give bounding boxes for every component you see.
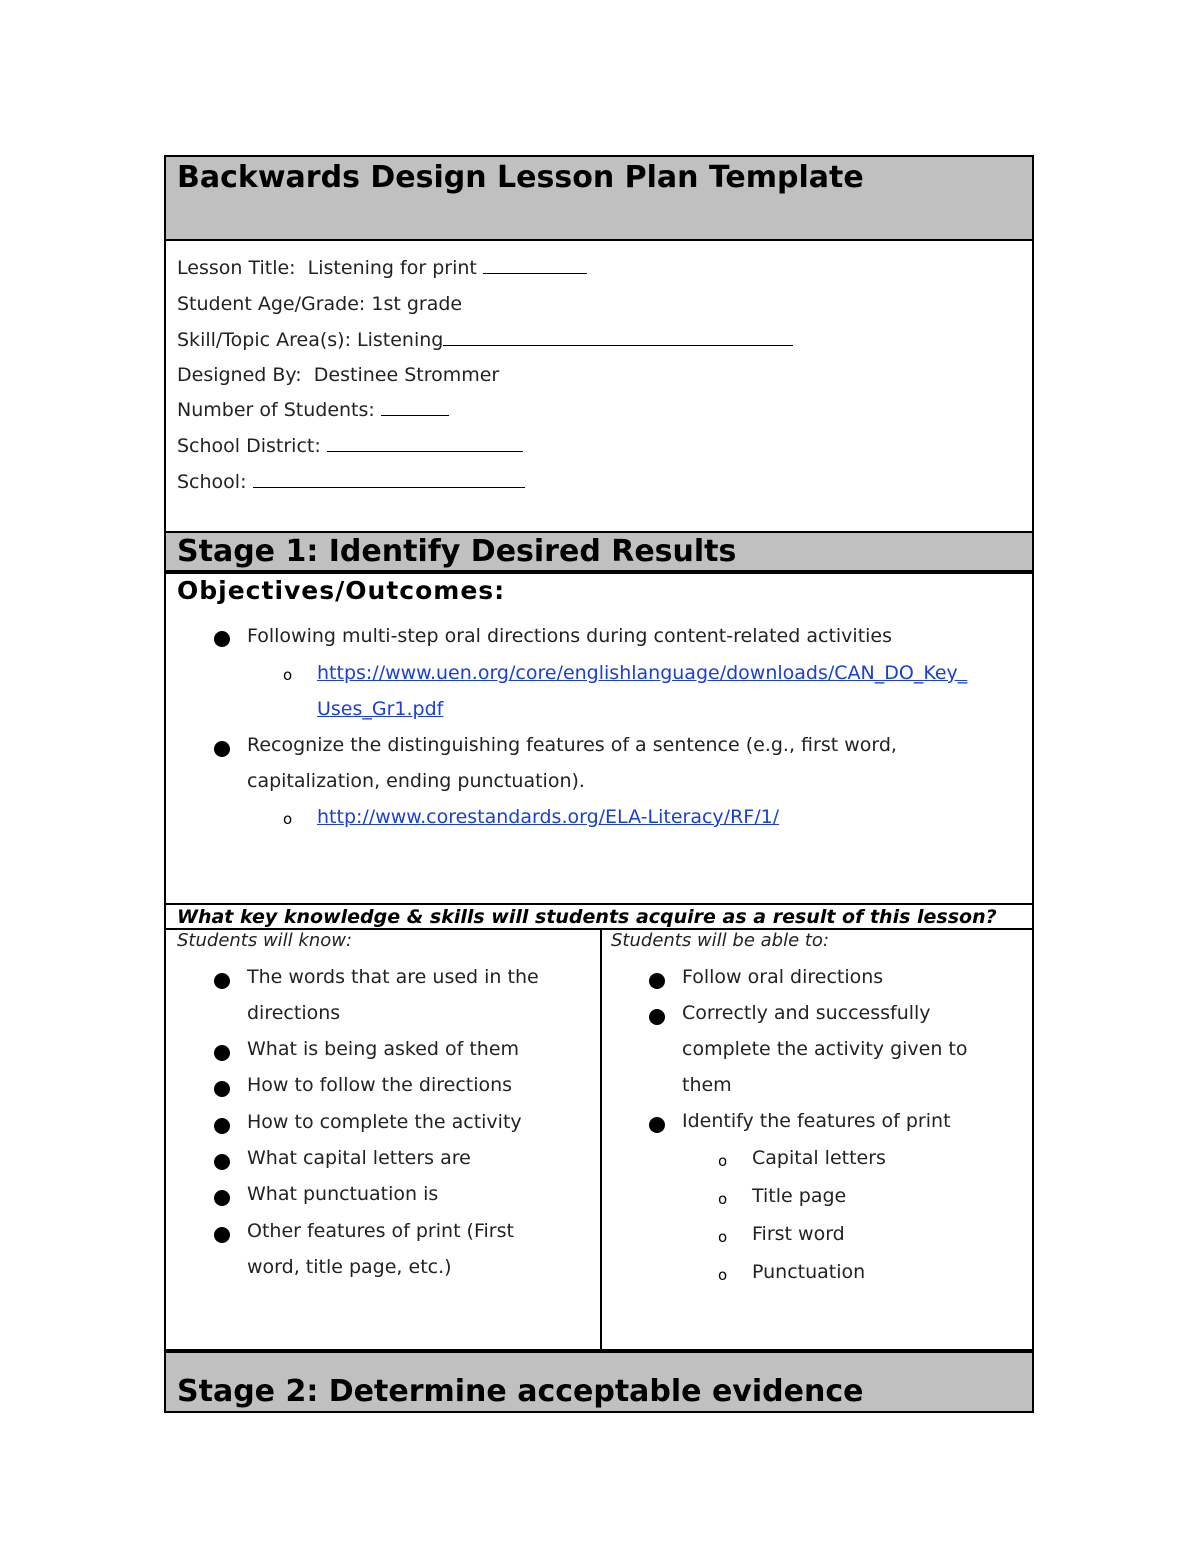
bullet-icon	[214, 1118, 230, 1134]
info-row	[164, 237, 1034, 533]
column-divider	[600, 928, 602, 1349]
skill-field	[177, 329, 793, 351]
bullet-icon	[649, 1009, 665, 1025]
objective-1-link-part2[interactable]: Uses_Gr1.pdf	[317, 698, 444, 720]
know-item-continued: directions	[247, 1002, 341, 1024]
stage1-title: Stage 1: Identify Desired Results	[177, 534, 737, 569]
able-sub-item: Capital letters	[752, 1147, 886, 1169]
objective-2-link[interactable]: http://www.corestandards.org/ELA-Literacy/RF/1/	[317, 806, 780, 828]
able-sub-item: Title page	[752, 1185, 847, 1207]
objective-2-line2: capitalization, ending punctuation).	[247, 770, 585, 792]
num-students-label: Number of Students:	[177, 399, 375, 421]
title-row	[164, 155, 1034, 241]
bullet-icon	[214, 1154, 230, 1170]
stage2-title: Stage 2: Determine acceptable evidence	[177, 1374, 864, 1409]
district-label: School District:	[177, 435, 321, 457]
skill-label: Skill/Topic Area(s):	[177, 329, 351, 351]
lesson-plan-table	[164, 155, 1034, 1411]
lesson-title-label: Lesson Title:	[177, 257, 296, 279]
num-students-blank	[381, 399, 449, 416]
knowledge-question: What key knowledge & skills will students acquire as a result of this lesson?	[177, 906, 997, 928]
designed-field	[177, 364, 499, 386]
able-item: Correctly and successfully	[682, 1002, 931, 1024]
district-field	[177, 435, 523, 457]
question-row	[164, 903, 1034, 930]
lesson-title-value: Listening for print	[307, 257, 477, 279]
knowledge-row	[164, 928, 1034, 1351]
stage2-row	[164, 1351, 1034, 1413]
bullet-icon	[214, 1190, 230, 1206]
able-item-continued: complete the activity given to	[682, 1038, 968, 1060]
know-item: The words that are used in the	[247, 966, 539, 988]
age-field	[177, 293, 462, 315]
bullet-icon	[214, 1081, 230, 1097]
skill-value: Listening	[357, 329, 444, 351]
objectives-row	[164, 572, 1034, 905]
objective-1-link-part1[interactable]: https://www.uen.org/core/englishlanguage/downloads/CAN_DO_Key_	[317, 662, 968, 684]
know-item: How to follow the directions	[247, 1074, 513, 1096]
sub-bullet-icon: o	[718, 1266, 728, 1284]
able-item: Identify the features of print	[682, 1110, 951, 1132]
know-item: How to complete the activity	[247, 1111, 522, 1133]
know-item: Other features of print (First	[247, 1220, 514, 1242]
bullet-icon	[214, 1045, 230, 1061]
sub-bullet-icon: o	[283, 810, 293, 828]
objective-2-line1: Recognize the distinguishing features of a sentence (e.g., first word,	[247, 734, 897, 756]
lesson-title-blank	[483, 257, 587, 274]
age-value: 1st grade	[371, 293, 463, 315]
objective-1: Following multi-step oral directions during content-related activities	[247, 625, 893, 647]
bullet-icon	[214, 741, 230, 757]
district-blank	[327, 435, 523, 452]
page-title: Backwards Design Lesson Plan Template	[177, 160, 864, 195]
able-item: Follow oral directions	[682, 966, 884, 988]
able-sub-item: First word	[752, 1223, 845, 1245]
objectives-heading: Objectives/Outcomes:	[177, 576, 506, 605]
school-field	[177, 471, 525, 493]
designed-label: Designed By:	[177, 364, 302, 386]
able-item-continued: them	[682, 1074, 732, 1096]
bullet-icon	[214, 1227, 230, 1243]
sub-bullet-icon: o	[718, 1228, 728, 1246]
able-sub-item: Punctuation	[752, 1261, 866, 1283]
bullet-icon	[214, 631, 230, 647]
sub-bullet-icon: o	[283, 666, 293, 684]
able-heading: Students will be able to:	[611, 930, 830, 951]
know-item: What punctuation is	[247, 1183, 439, 1205]
school-label: School:	[177, 471, 247, 493]
lesson-title-field	[177, 257, 587, 279]
know-item-continued: word, title page, etc.)	[247, 1256, 452, 1278]
stage1-row	[164, 533, 1034, 572]
school-blank	[253, 471, 525, 488]
bullet-icon	[649, 1117, 665, 1133]
num-students-field	[177, 399, 449, 421]
bullet-icon	[214, 973, 230, 989]
sub-bullet-icon: o	[718, 1190, 728, 1208]
age-label: Student Age/Grade:	[177, 293, 366, 315]
know-heading: Students will know:	[177, 930, 353, 951]
skill-blank	[443, 329, 793, 346]
sub-bullet-icon: o	[718, 1152, 728, 1170]
know-item: What capital letters are	[247, 1147, 471, 1169]
bullet-icon	[649, 973, 665, 989]
designed-value: Destinee Strommer	[313, 364, 500, 386]
know-item: What is being asked of them	[247, 1038, 520, 1060]
